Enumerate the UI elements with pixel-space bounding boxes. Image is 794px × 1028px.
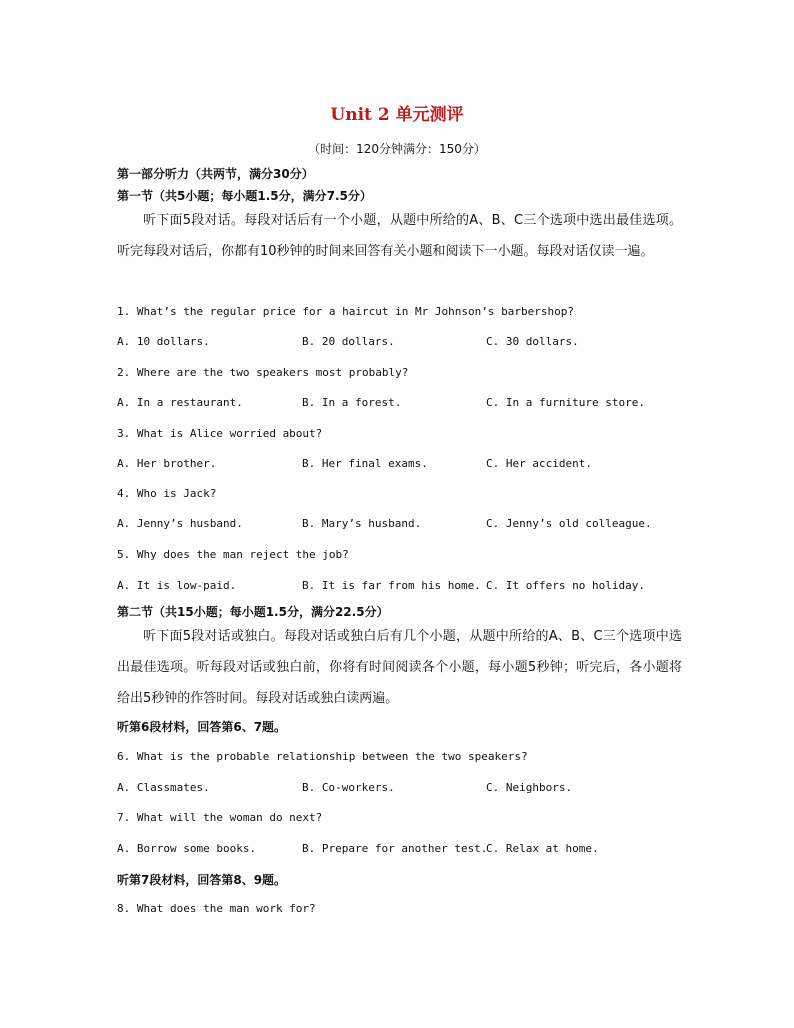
q6-option-c: C. Neighbors. xyxy=(486,781,573,794)
section2-instructions: 听下面5段对话或独白。每段对话或独白后有几个小题，从题中所给的A、B、C三个选项中选出最佳选项。听每段对话或独白前，你将有时间阅读各个小题，每小题5秒钟；听完后，各小题将给出5秒钟的作答时间。每段对话或独白读两遍。 xyxy=(117,629,682,706)
q4-option-b: B. Mary’s husband. xyxy=(302,517,422,530)
q5-option-b: B. It is far from his home. xyxy=(302,579,481,592)
page-title: Unit 2 单元测评 xyxy=(330,105,464,125)
q5-option-a: A. It is low-paid. xyxy=(117,579,237,592)
q2-option-b: B. In a forest. xyxy=(302,396,402,409)
q4-option-a: A. Jenny’s husband. xyxy=(117,517,243,530)
question-5: 5. Why does the man reject the job? xyxy=(117,548,349,561)
q7-option-a: A. Borrow some books. xyxy=(117,842,257,855)
q7-option-b: B. Prepare for another test. xyxy=(302,842,488,855)
question-1: 1. What’s the regular price for a haircut in Mr Johnson’s barbershop? xyxy=(117,305,574,318)
section2-heading: 第二节（共15小题；每小题1.5分，满分22.5分） xyxy=(117,605,389,619)
question-2: 2. Where are the two speakers most probably? xyxy=(117,366,409,379)
q7-option-c: C. Relax at home. xyxy=(486,842,599,855)
q1-option-a: A. 10 dollars. xyxy=(117,335,210,348)
part1-heading: 第一部分听力（共两节，满分30分） xyxy=(117,167,314,181)
q5-option-c: C. It offers no holiday. xyxy=(486,579,645,592)
q6-option-b: B. Co-workers. xyxy=(302,781,395,794)
section1-heading: 第一节（共5小题；每小题1.5分，满分7.5分） xyxy=(117,189,372,203)
q1-option-b: B. 20 dollars. xyxy=(302,335,395,348)
material-6-label: 听第6段材料，回答第6、7题。 xyxy=(117,720,287,734)
section1-instructions: 听下面5段对话。每段对话后有一个小题，从题中所给的A、B、C三个选项中选出最佳选项。听完每段对话后，你都有10秒钟的时间来回答有关小题和阅读下一小题。每段对话仅读一遍。 xyxy=(117,213,682,259)
question-3: 3. What is Alice worried about? xyxy=(117,427,323,440)
q2-option-c: C. In a furniture store. xyxy=(486,396,645,409)
q3-option-b: B. Her final exams. xyxy=(302,457,428,470)
q3-option-a: A. Her brother. xyxy=(117,457,217,470)
q1-option-c: C. 30 dollars. xyxy=(486,335,579,348)
question-7: 7. What will the woman do next? xyxy=(117,811,323,824)
question-4: 4. Who is Jack? xyxy=(117,487,217,500)
question-8: 8. What does the man work for? xyxy=(117,902,316,915)
q6-option-a: A. Classmates. xyxy=(117,781,210,794)
exam-time-info: （时间：120分钟满分：150分） xyxy=(308,142,486,156)
material-7-label: 听第7段材料，回答第8、9题。 xyxy=(117,873,287,887)
question-6: 6. What is the probable relationship between the two speakers? xyxy=(117,750,528,763)
q2-option-a: A. In a restaurant. xyxy=(117,396,243,409)
q4-option-c: C. Jenny’s old colleague. xyxy=(486,517,652,530)
q3-option-c: C. Her accident. xyxy=(486,457,592,470)
